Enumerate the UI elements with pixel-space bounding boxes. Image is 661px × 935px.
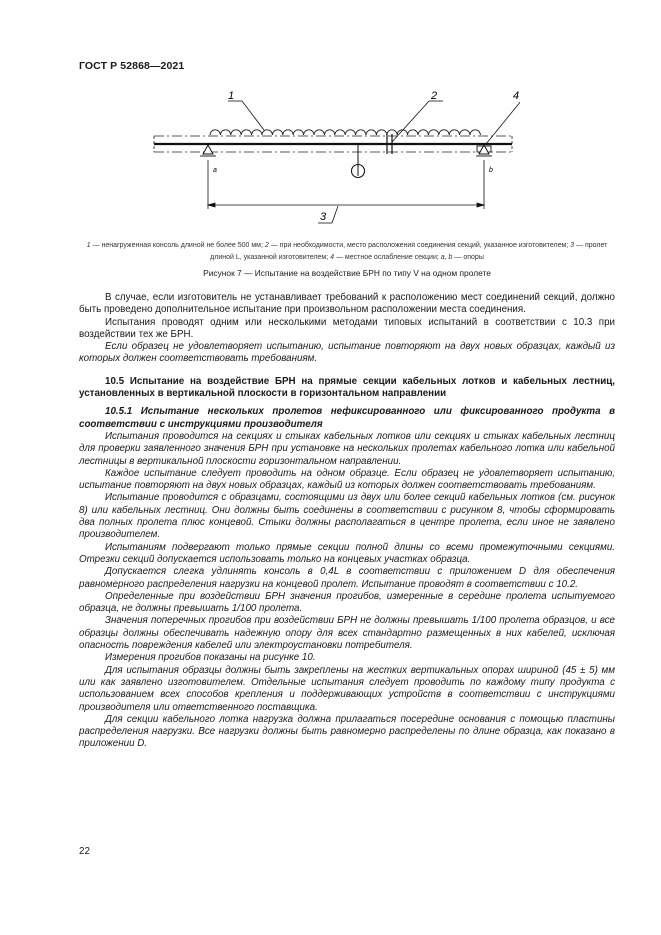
load-hanger: [352, 144, 365, 178]
paragraph: Испытаниям подвергают только прямые секции полной длины со всеми промежуточными секциями. Отрезки секций допускается использовать только на концевых участках образца.: [79, 541, 615, 565]
callout-4: 4: [513, 90, 520, 102]
legend-key-1: 1: [86, 242, 91, 249]
span-dimension: [208, 160, 484, 209]
legend-text-2: — при необходимости, место расположения соединения секций, указанное изготовителем;: [268, 242, 571, 249]
callout-2: 2: [431, 90, 438, 102]
legend-text-1: — ненагруженная консоль длиной не более 500 мм;: [90, 242, 265, 249]
legend-key-3: 3: [570, 242, 575, 249]
legend-key-2: 2: [264, 242, 269, 249]
figure-7-svg: [140, 88, 520, 238]
support-label-a: a: [213, 167, 217, 174]
legend-text-3: — пролет длиной L, указанной изготовителем;: [210, 242, 608, 261]
legend-key-4: 4: [330, 254, 335, 261]
legend-text-ab: — опоры: [452, 254, 484, 261]
paragraph: Измерения прогибов показаны на рисунке 10.: [105, 652, 316, 664]
figure-title: Рисунок 7 — Испытание на воздействие БРН по типу V на одном пролете: [203, 268, 491, 278]
figure-7-diagram: [140, 88, 520, 238]
support-label-b: b: [489, 167, 493, 174]
paragraph: В случае, если изготовитель не устанавливает требований к расположению мест соединений секций, должно быть проведено дополнительное испытание при произвольном расположении места соединения.: [79, 292, 615, 316]
paragraph: Значения поперечных прогибов при воздействии БРН не должны превышать 1/100 пролета образцов, и все образцы должны обеспечивать надежную опору для всех стандартно размещенных в них кабелей, исключая опасность повреждения кабелей или электроустановки потребителя.: [79, 615, 615, 652]
paragraph: Допускается слегка удлинять консоль в 0,4L в соответствии с приложением D для обеспечения равномерного распределения нагрузки на концевой пролет. Испытание проводят в соответствии с 10.2.: [79, 566, 615, 590]
section-heading-10-5-1: 10.5.1 Испытание нескольких пролетов нефиксированного или фиксированного продукта в соответствии с инструкциями производителя: [79, 406, 615, 430]
body-text: [79, 292, 615, 751]
legend-text-4: — местное ослабление секции;: [334, 254, 441, 261]
callout-1: 1: [228, 90, 235, 102]
page-number: 22: [79, 846, 90, 857]
figure-legend: [79, 240, 615, 264]
paragraph: Для секции кабельного лотка нагрузка должна прилагаться посередине основания с помощью пластины распределения нагрузки. Все нагрузки должны быть равномерно распределены по длине образца, как показано в приложении D.: [79, 713, 615, 750]
section-heading-10-5: 10.5 Испытание на воздействие БРН на прямые секции кабельных лотков и кабельных лестниц, установленных в вертикальной плоскости в горизонтальном направлении: [79, 375, 615, 400]
standard-header: ГОСТ Р 52868—2021: [79, 60, 185, 72]
load-arcs: [210, 130, 480, 135]
paragraph: Для испытания образцы должны быть закреплены на жестких вертикальных опорах шириной (45 ± 5) мм или как заявлено изготовителем. Отдельные испытания следует проводить по каждому типу продукта с использованием всех способов крепления и поддерживающих устройств в соответствии с инструкциями производителя или ответственного поставщика.: [79, 664, 615, 713]
paragraph: Испытания проводится на секциях и стыках кабельных лотков или секциях и стыках кабельных лестниц для проверки заявленного значения БРН при установке на нескольких пролетах кабельного лотка или кабельной лестницы в вертикальной плоскости горизонтальном направлении.: [79, 430, 615, 467]
paragraph: Определенные при воздействии БРН значения прогибов, измеренные в середине пролета испытуемого образца, не должны превышать 1/100 пролета.: [79, 590, 615, 615]
legend-key-ab: a, b: [440, 254, 453, 261]
paragraph: Испытания проводят одним или несколькими методами типовых испытаний в соответствии с 10.3 при воздействии тех же БРН.: [79, 316, 615, 340]
paragraph: Испытание проводится с образцами, состоящими из двух или более секций кабельных лотков (см. рисунок 8) или кабельных лестниц. Они должны быть соединены в соответствии с рисунком 8, чтобы сформировать два полных пролета плюс концевой. Стыки должны располагаться в центре пролета, если иное не заявлено производителем.: [79, 492, 615, 541]
paragraph: Каждое испытание следует проводить на одном образце. Если образец не удовлетворяет испытанию, испытание повторяют на двух новых образцах, каждый из которых должен соответствовать требованиям.: [79, 467, 615, 492]
callout-3: 3: [320, 211, 327, 223]
support-a: [200, 145, 216, 156]
paragraph: Если образец не удовлетворяет испытанию, испытание повторяют на двух новых образцах, каждый из которых должен соответствовать требованиям.: [79, 341, 615, 365]
